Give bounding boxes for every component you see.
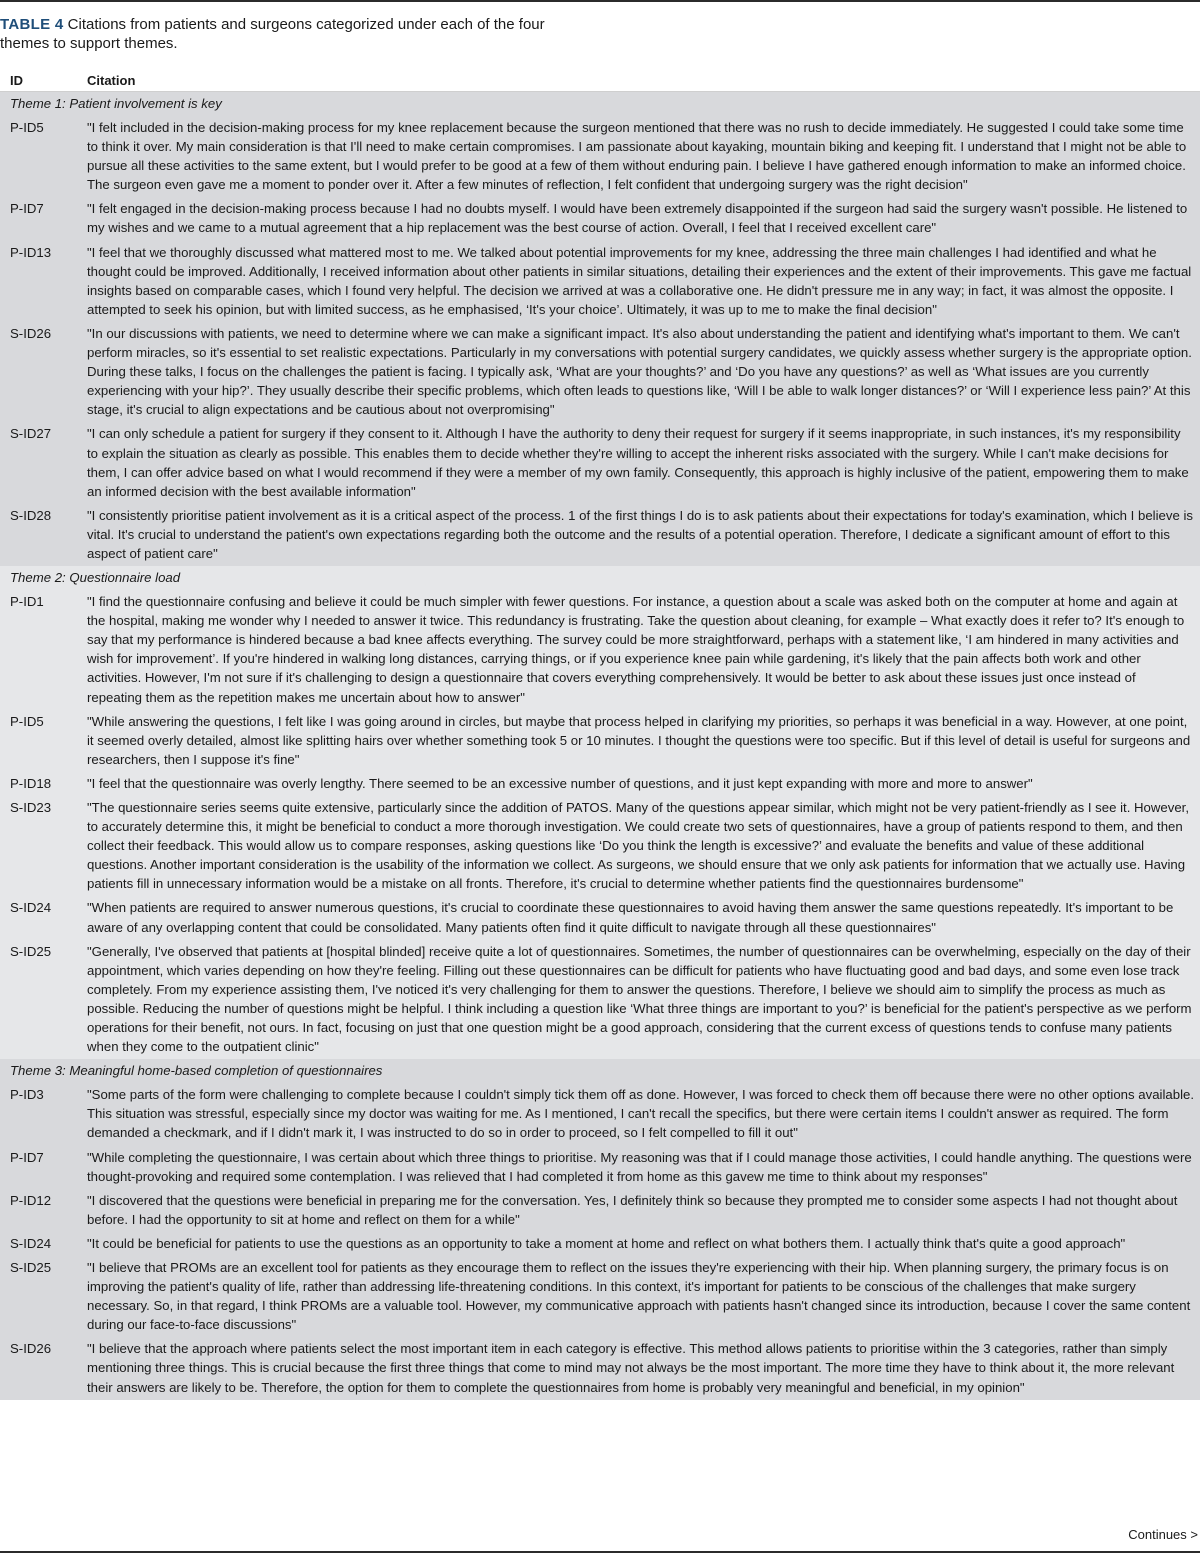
theme-title: Theme 3: Meaningful home-based completion of questionnaires (10, 1063, 383, 1079)
header-citation: Citation (87, 73, 136, 88)
table-caption-text: Citations from patients and surgeons categorized under each of the four themes to support themes. (0, 16, 545, 52)
participant-id: P-ID3 (10, 1087, 44, 1103)
citation-text: "I believe that the approach where patients select the most important item in each category is effective. This method allows patients to prioritise within the 3 categories, rather than simply mentioning three things. This is crucial because the first three things that come to mind may not always be the most important. The more time they have to think about it, the more relevant their answers are likely to be. Therefore, the option for them to complete the questionnaires from home is probably very meaningful and beneficial, in my opinion" (87, 1341, 1175, 1395)
participant-id: P-ID1 (10, 594, 44, 610)
table-row (0, 1146, 1200, 1189)
table-row (0, 504, 1200, 566)
citation-text: "Some parts of the form were challenging to complete because I couldn't simply tick them off as done. However, I was forced to check them off because there were no other options available. This situation was stressful, especially since my doctor was waiting for me. As I mentioned, I can't recall the specifics, but there were certain items I couldn't answer as required. The form demanded a checkmark, and if I didn't mark it, I was instructed to do so in order to proceed, so I felt compelled to fill it out" (87, 1087, 1194, 1141)
participant-id: S-ID25 (10, 1259, 52, 1275)
table-row (0, 422, 1200, 503)
participant-id: P-ID5 (10, 120, 44, 135)
theme-section (0, 92, 1200, 566)
participant-id: S-ID26 (10, 1341, 52, 1357)
table-row (0, 1337, 1200, 1399)
table-row (0, 772, 1200, 796)
participant-id: S-ID27 (10, 426, 52, 442)
table-row (0, 896, 1200, 939)
table-header (0, 70, 1200, 92)
table-row (0, 710, 1200, 772)
participant-id: P-ID7 (10, 201, 44, 217)
citation-text: "I feel that the questionnaire was overly lengthy. There seemed to be an excessive number of questions, and it just kept expanding with more and more to answer" (87, 775, 1033, 791)
theme-section (0, 1059, 1200, 1399)
participant-id: S-ID23 (10, 800, 52, 815)
table-row (0, 197, 1200, 240)
top-rule (0, 0, 1200, 2)
participant-id: P-ID13 (10, 244, 52, 260)
citation-text: "I discovered that the questions were beneficial in preparing me for the conversation. Yes, I definitely think so because they prompted me to consider some aspects I had not thought about before. I had the opportunity to sit at home and reflect on them for a while" (87, 1192, 1178, 1227)
participant-id: P-ID12 (10, 1192, 52, 1208)
table-row (0, 116, 1200, 197)
citation-text: "When patients are required to answer numerous questions, it's crucial to coordinate these questionnaires to avoid having them answer the same questions repeatedly. It's important to be aware of any overlapping content that could be consolidated. Many patients often find it quite difficult to navigate through all these questionnaires" (87, 900, 1174, 935)
participant-id: S-ID26 (10, 325, 52, 341)
table-body (0, 92, 1200, 1400)
participant-id: P-ID7 (10, 1149, 44, 1165)
citation-text: "It could be beneficial for patients to use the questions as an opportunity to take a moment at home and reflect on what bothers them. I actually think that's quite a good approach" (87, 1235, 1126, 1251)
theme-title: Theme 2: Questionnaire load (10, 570, 181, 586)
table-row (0, 796, 1200, 896)
table-row (0, 1189, 1200, 1232)
citation-text: "I felt engaged in the decision-making process because I had no doubts myself. I would have been extremely disappointed if the surgeon had said the surgery wasn't possible. He listened to my wishes and we came to a mutual agreement that a hip replacement was the best course of action. Overall, I feel that I received excellent care" (87, 201, 1188, 236)
citation-text: "While completing the questionnaire, I was certain about which three things to prioritise. My reasoning was that if I could manage those activities, I could handle anything. The questions were thought-provoking and required some contemplation. I was relieved that I had completed it from home as this gavew me time to think about my responses" (87, 1149, 1192, 1184)
citation-text: "In our discussions with patients, we need to determine where we can make a significant impact. It's also about understanding the patient and identifying what's important to them. We can't perform miracles, so it's essential to set realistic expectations. Particularly in my conversations with potential surgery candidates, we quickly assess whether surgery is the appropriate option. During these talks, I focus on the challenges the patient is facing. I typically ask, ‘What are your thoughts?’ and ‘Do you have any questions?’ as well as ‘What issues are you currently experiencing with your hip?’. They usually describe their specific problems, which often leads to questions like, ‘Will I be able to walk longer distances?’ or ‘Will I experience less pain?’ At this stage, it's crucial to align expectations and be cautious about not overpromising" (87, 325, 1192, 418)
table-row (0, 1083, 1200, 1145)
citation-text: "I find the questionnaire confusing and believe it could be much simpler with fewer questions. For instance, a question about a scale was asked both on the computer at home and again at the hospital, making me wonder why I needed to answer it twice. This redundancy is frustrating. Take the question about cleaning, for example – What exactly does it refer to? It's enough to say that my performance is hindered because a bad knee affects everything. The survey could be more straightforward, perhaps with a statement like, ‘I am hindered in many activities and wish for improvement’. If you're hindered in walking long distances, carrying things, or if you experience knee pain while gardening, it's likely that the pain affects both work and other activities. However, I'm not sure if it's challenging to design a questionnaire that covers everything comprehensively. It would be better to ask about these issues just once instead of repeating them as the repetition makes me uncertain about how to answer" (87, 594, 1185, 705)
participant-id: S-ID28 (10, 507, 52, 523)
theme-section (0, 566, 1200, 1059)
table-row (0, 1232, 1200, 1256)
table-row (0, 241, 1200, 322)
citation-text: "The questionnaire series seems quite extensive, particularly since the addition of PATOS. Many of the questions appear similar, which might not be very patient-friendly as I see it. However, to accurately determine this, it might be beneficial to conduct a more thorough investigation. We could create two sets of questionnaires, have a group of patients respond to them, and then collect their feedback. This would allow us to compare responses, asking questions like ‘Do you think the length is excessive?’ and evaluate the benefits and value of these additional questions. Another important consideration is the usability of the information we collect. As surgeons, we should ensure that we only ask patients for information that we actually use. Having patients fill in unnecessary information would be a mistake on all fronts. Therefore, it's crucial to determine whether patients find the questionnaires burdensome" (87, 800, 1189, 892)
citation-text: "Generally, I've observed that patients at [hospital blinded] receive quite a lot of questionnaires. Sometimes, the number of questionnaires can be overwhelming, especially on the day of their appointment, which varies depending on how they're feeling. Filling out these questionnaires can be difficult for patients who have fluctuating good and bad days, and some even lose track completely. From my experience assisting them, I've noticed it's very challenging for them to answer the questions. Therefore, I believe we should aim to simplify the process as much as possible. Reducing the number of questions might be helpful. I think including a question like ‘What three things are important to you?’ is beneficial for the patient's perspective as we perform operations for their benefit, not ours. In fact, focusing on just that one question might be a good approach, considering that the current excess of questions tends to confuse many patients when they come to the outpatient clinic" (87, 943, 1192, 1055)
table-row (0, 590, 1200, 710)
table-row (0, 940, 1200, 1060)
table-caption (0, 15, 560, 53)
citation-text: "I believe that PROMs are an excellent tool for patients as they encourage them to reflect on the issues they're experiencing with their hip. When planning surgery, the primary focus is on improving the patient's quality of life, rather than addressing life-threatening conditions. In this context, it's important for patients to be conscious of the challenges that make surgery necessary. So, in that regard, I think PROMs are a valuable tool. However, my communicative approach with patients hasn't changed since its introduction, because I cover the same content during our face-to-face discussions" (87, 1259, 1191, 1333)
participant-id: P-ID18 (10, 775, 52, 791)
participant-id: S-ID24 (10, 900, 52, 916)
participant-id: S-ID25 (10, 943, 52, 959)
citation-text: "While answering the questions, I felt like I was going around in circles, but maybe that process helped in clarifying my priorities, so perhaps it was beneficial in a way. However, at one point, it seemed overly detailed, almost like splitting hairs over whether something took 5 or 10 minutes. I thought the questions were too specific. But if this level of detail is useful for surgeons and researchers, then I suppose it's fine" (87, 713, 1191, 767)
citation-text: "I consistently prioritise patient involvement as it is a critical aspect of the process. 1 of the first things I do is to ask patients about their expectations for today's examination, which I believe is vital. It's crucial to understand the patient's own expectations regarding both the outcome and the results of a potential operation. Therefore, I dedicate a significant amount of effort to this aspect of patient care" (87, 507, 1193, 561)
citation-text: "I feel that we thoroughly discussed what mattered most to me. We talked about potential improvements for my knee, addressing the three main challenges I had identified and what he thought could be improved. Additionally, I received information about other patients in similar situations, detailing their experiences and the extent of their improvements. This gave me factual insights based on comparable cases, which I found very helpful. The decision we arrived at was a collaborative one. He didn't pressure me in any way; in fact, it was almost the opposite. I attempted to seek his opinion, but with limited success, as he emphasised, ‘It's your choice’. Ultimately, it was up to me to make the final decision" (87, 244, 1192, 317)
citation-text: "I can only schedule a patient for surgery if they consent to it. Although I have the authority to deny their request for surgery if it seems inappropriate, in such instances, it's my responsibility to explain the situation as clearly as possible. This enables them to decide whether they're willing to accept the inherent risks associated with the surgery. While I can't make decisions for them, I can offer advice based on what I would recommend if they were a member of my own family. Consequently, this approach is highly inclusive of the patient, empowering them to make an informed decision with the best available information" (87, 426, 1189, 499)
theme-title: Theme 1: Patient involvement is key (10, 96, 222, 111)
citation-text: "I felt included in the decision-making process for my knee replacement because the surgeon mentioned that there was no rush to decide immediately. He suggested I could take some time to think it over. My main consideration is that I'll need to make certain compromises. I am passionate about kayaking, mountain biking and keeping fit. I understand that I might not be able to pursue all these activities to the same extent, but I would prefer to be good at a few of them without enduring pain. I believe I have gathered enough information to make an informed choice. The surgeon even gave me a moment to ponder over it. After a few minutes of reflection, I felt confident that undergoing surgery was the right decision" (87, 120, 1187, 193)
participant-id: P-ID5 (10, 713, 44, 729)
header-id: ID (10, 73, 23, 88)
bottom-rule (0, 1551, 1200, 1553)
citations-table (0, 70, 1200, 1400)
continues-link[interactable]: Continues > (1128, 1527, 1198, 1542)
table-row (0, 1256, 1200, 1337)
table-label: TABLE 4 (0, 16, 64, 33)
participant-id: S-ID24 (10, 1235, 52, 1251)
table-row (0, 322, 1200, 422)
